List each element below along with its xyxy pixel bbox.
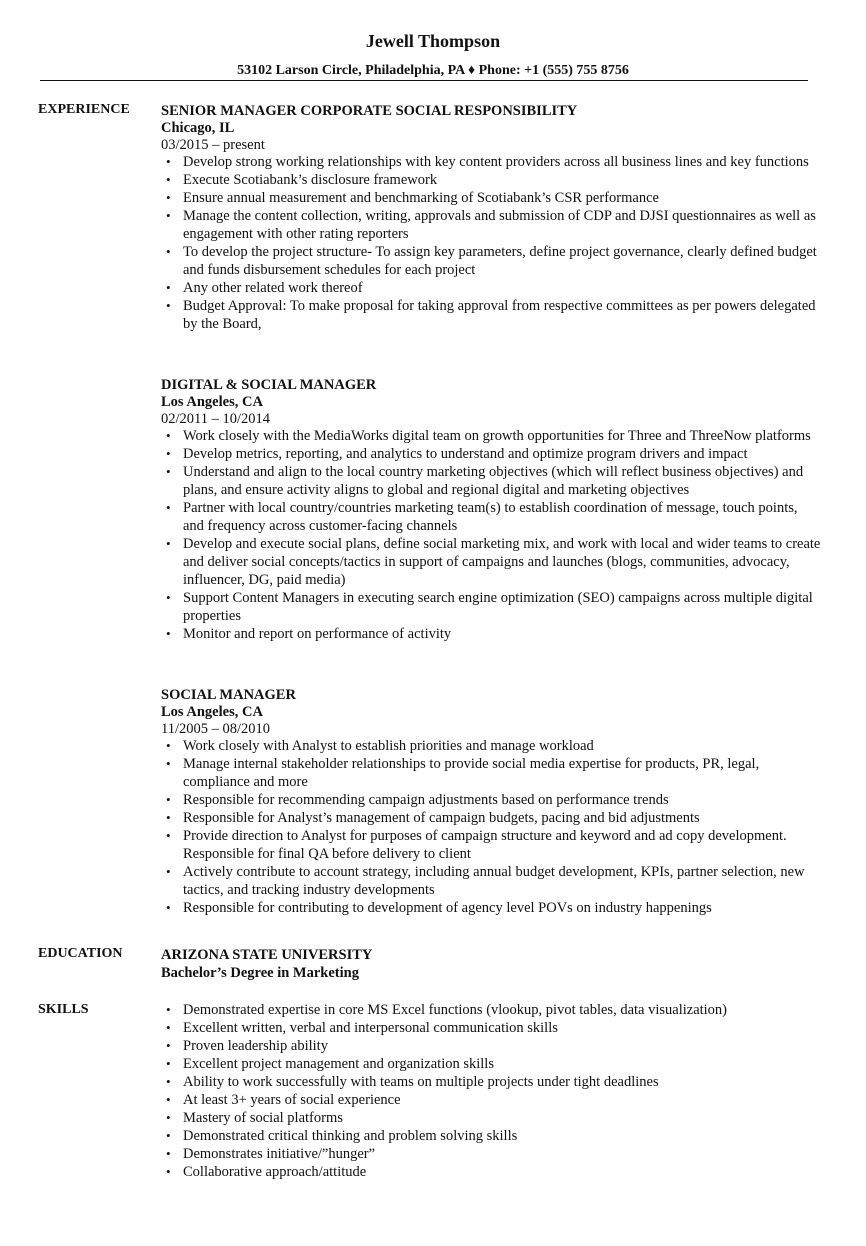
list-item: • Manage internal stakeholder relationships to provide social media expertise for products, PR, legal, compliance and more — [161, 755, 821, 791]
list-item: • Manage the content collection, writing, approvals and submission of CDP and DJSI questionnaires as well as engagement with other rating reporters — [161, 207, 821, 243]
skill-item: • Demonstrated critical thinking and problem solving skills — [161, 1127, 821, 1145]
list-item: • Execute Scotiabank’s disclosure framework — [161, 171, 821, 189]
job-bullets — [161, 153, 821, 333]
candidate-name: Jewell Thompson — [365, 31, 501, 51]
list-item: • Actively contribute to account strategy, including annual budget development, KPIs, partner selection, new tactics, and tracking industry developments — [161, 863, 821, 899]
job-title: DIGITAL & SOCIAL MANAGER — [161, 377, 377, 393]
skill-item: • Collaborative approach/attitude — [161, 1163, 821, 1181]
list-item: • Responsible for contributing to development of agency level POVs on industry happenings — [161, 899, 821, 917]
list-item: • Ensure annual measurement and benchmarking of Scotiabank’s CSR performance — [161, 189, 821, 207]
degree: Bachelor’s Degree in Marketing — [161, 965, 359, 981]
list-item: • Understand and align to the local country marketing objectives (which will reflect business objectives) and plans, and ensure activity aligns to global and regional digital and marketing objectives — [161, 463, 821, 499]
list-item: • Develop and execute social plans, define social marketing mix, and work with local and wider teams to create and deliver social concepts/tactics in support of campaigns and launches (blogs, communities, advocacy, influencer, DG, paid media) — [161, 535, 821, 589]
list-item: • Budget Approval: To make proposal for taking approval from respective committees as per powers delegated by the Board, — [161, 297, 821, 333]
experience-heading: EXPERIENCE — [38, 102, 130, 117]
skill-item: • Proven leadership ability — [161, 1037, 821, 1055]
job-location: Los Angeles, CA — [161, 704, 263, 720]
list-item: • Partner with local country/countries marketing team(s) to establish coordination of message, touch points, and frequency across customer-facing channels — [161, 499, 821, 535]
list-item: • Work closely with Analyst to establish priorities and manage workload — [161, 737, 821, 755]
school-name: ARIZONA STATE UNIVERSITY — [161, 947, 373, 963]
skill-item: • Mastery of social platforms — [161, 1109, 821, 1127]
job-location: Chicago, IL — [161, 120, 235, 136]
skills-heading: SKILLS — [38, 1002, 89, 1017]
job-dates: 11/2005 – 08/2010 — [161, 721, 271, 737]
list-item: • Provide direction to Analyst for purposes of campaign structure and keyword and ad copy development. Responsible for final QA before delivery to client — [161, 827, 821, 863]
job-location: Los Angeles, CA — [161, 394, 263, 410]
job-entry — [161, 102, 821, 333]
list-item: • Any other related work thereof — [161, 279, 821, 297]
job-bullets — [161, 427, 821, 643]
skill-item: • Excellent project management and organization skills — [161, 1055, 821, 1073]
header-divider — [40, 80, 808, 81]
job-entry — [161, 376, 821, 643]
list-item: • Monitor and report on performance of activity — [161, 625, 821, 643]
job-bullets — [161, 737, 821, 917]
list-item: • To develop the project structure- To assign key parameters, define project governance, clearly defined budget and funds disbursement schedules for each project — [161, 243, 821, 279]
education-heading: EDUCATION — [38, 946, 123, 961]
list-item: • Develop strong working relationships with key content providers across all business lines and key functions — [161, 153, 821, 171]
job-dates: 03/2015 – present — [161, 137, 265, 153]
job-dates: 02/2011 – 10/2014 — [161, 411, 271, 427]
skill-item: • Demonstrates initiative/”hunger” — [161, 1145, 821, 1163]
list-item: • Support Content Managers in executing search engine optimization (SEO) campaigns across multiple digital properties — [161, 589, 821, 625]
contact-line: 53102 Larson Circle, Philadelphia, PA ♦ Phone: +1 (555) 755 8756 — [237, 63, 629, 78]
skills-list — [161, 1001, 821, 1181]
job-title: SENIOR MANAGER CORPORATE SOCIAL RESPONSIBILITY — [161, 103, 578, 119]
skill-item: • Ability to work successfully with teams on multiple projects under tight deadlines — [161, 1073, 821, 1091]
list-item: • Responsible for recommending campaign adjustments based on performance trends — [161, 791, 821, 809]
list-item: • Work closely with the MediaWorks digital team on growth opportunities for Three and ThreeNow platforms — [161, 427, 821, 445]
education-entry — [161, 946, 821, 982]
skill-item: • Demonstrated expertise in core MS Excel functions (vlookup, pivot tables, data visualization) — [161, 1001, 821, 1019]
skills-entry — [161, 1001, 821, 1181]
list-item: • Responsible for Analyst’s management of campaign budgets, pacing and bid adjustments — [161, 809, 821, 827]
skill-item: • Excellent written, verbal and interpersonal communication skills — [161, 1019, 821, 1037]
skill-item: • At least 3+ years of social experience — [161, 1091, 821, 1109]
job-title: SOCIAL MANAGER — [161, 687, 296, 703]
list-item: • Develop metrics, reporting, and analytics to understand and optimize program drivers and impact — [161, 445, 821, 463]
job-entry — [161, 686, 821, 917]
